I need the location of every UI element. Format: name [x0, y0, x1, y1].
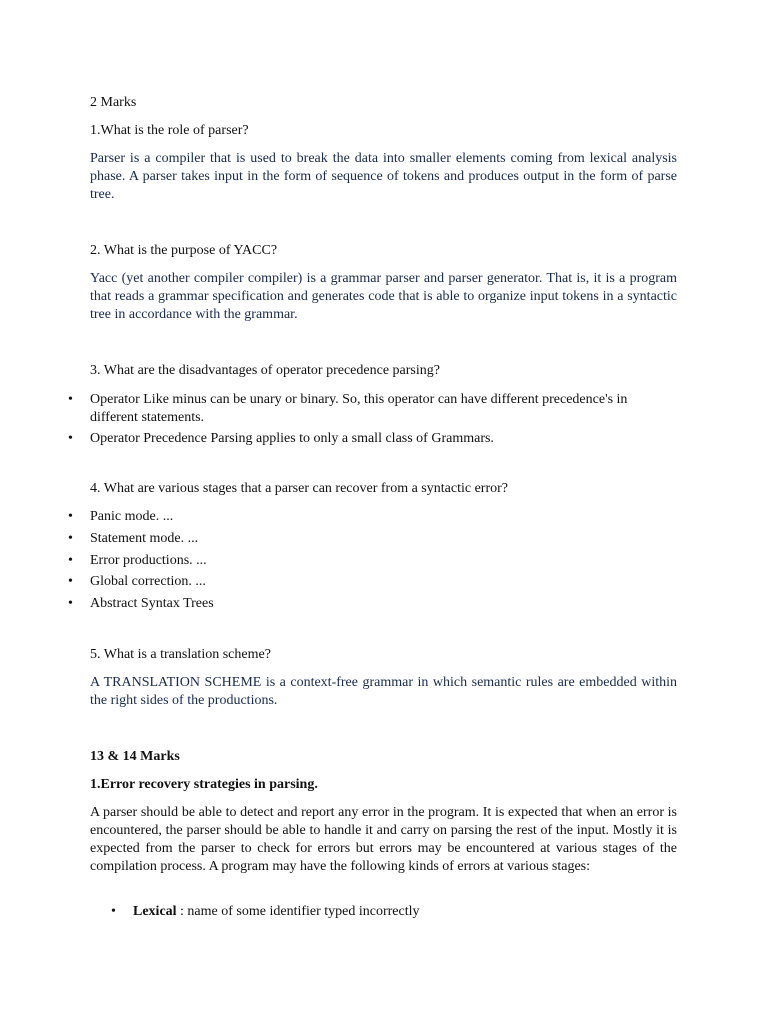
- answer-2: Yacc (yet another compiler compiler) is a grammar parser and parser generator. That is, it is a program that reads a grammar specification and generates code that is able to organize input tokens in a syntactic tree in accordance with the grammar.: [90, 271, 677, 322]
- question-4: 4. What are various stages that a parser can recover from a syntactic error?: [90, 481, 508, 496]
- section-heading-13-14-marks: 13 & 14 Marks: [90, 749, 180, 764]
- list-item: [68, 552, 677, 570]
- bullet-icon: •: [68, 392, 73, 407]
- list-item: [111, 903, 693, 921]
- bullet-icon: •: [68, 431, 73, 446]
- answer-1: Parser is a compiler that is used to break the data into smaller elements coming from lexical analysis phase. A parser takes input in the form of sequence of tokens and produces output in the form of parse tree.: [90, 151, 677, 202]
- list-item-text: Statement mode. ...: [90, 531, 199, 546]
- list-item-text: Operator Precedence Parsing applies to only a small class of Grammars.: [90, 431, 494, 446]
- question-1: 1.What is the role of parser?: [90, 123, 249, 138]
- list-item-text: Operator Like minus can be unary or binary. So, this operator can have different precedence's in different statements.: [90, 392, 628, 425]
- list-item: [68, 595, 677, 613]
- list-item-text: Global correction. ...: [90, 574, 206, 589]
- bullet-icon: •: [68, 574, 73, 589]
- list-item: [68, 430, 677, 448]
- section-heading-2-marks: 2 Marks: [90, 95, 137, 110]
- list-item: [68, 530, 677, 548]
- list-item-text: Error productions. ...: [90, 553, 207, 568]
- question-3: 3. What are the disadvantages of operator precedence parsing?: [90, 363, 440, 378]
- long-question-1-title: 1.Error recovery strategies in parsing.: [90, 777, 318, 792]
- long-answer-1-body: A parser should be able to detect and report any error in the program. It is expected that when an error is encountered, the parser should be able to handle it and carry on parsing the rest of the input. Mostly it is expected from the parser to check for errors but errors may be encountered at various stages of the compilation process. A program may have the following kinds of errors at various stages:: [90, 805, 677, 874]
- bullet-icon: •: [111, 904, 116, 919]
- question-2: 2. What is the purpose of YACC?: [90, 243, 278, 258]
- list-item-text: Abstract Syntax Trees: [90, 596, 214, 611]
- error-kind-description: : name of some identifier typed incorrectly: [176, 904, 420, 919]
- bullet-icon: •: [68, 596, 73, 611]
- bullet-icon: •: [68, 553, 73, 568]
- list-item: [68, 508, 677, 526]
- question-5: 5. What is a translation scheme?: [90, 647, 271, 662]
- answer-5: A TRANSLATION SCHEME is a context-free grammar in which semantic rules are embedded within the right sides of the productions.: [90, 675, 677, 708]
- error-kind-term: Lexical: [133, 904, 177, 919]
- bullet-icon: •: [68, 509, 73, 524]
- list-item: [68, 391, 677, 427]
- list-item-text: Panic mode. ...: [90, 509, 174, 524]
- bullet-icon: •: [68, 531, 73, 546]
- list-item: [68, 573, 677, 591]
